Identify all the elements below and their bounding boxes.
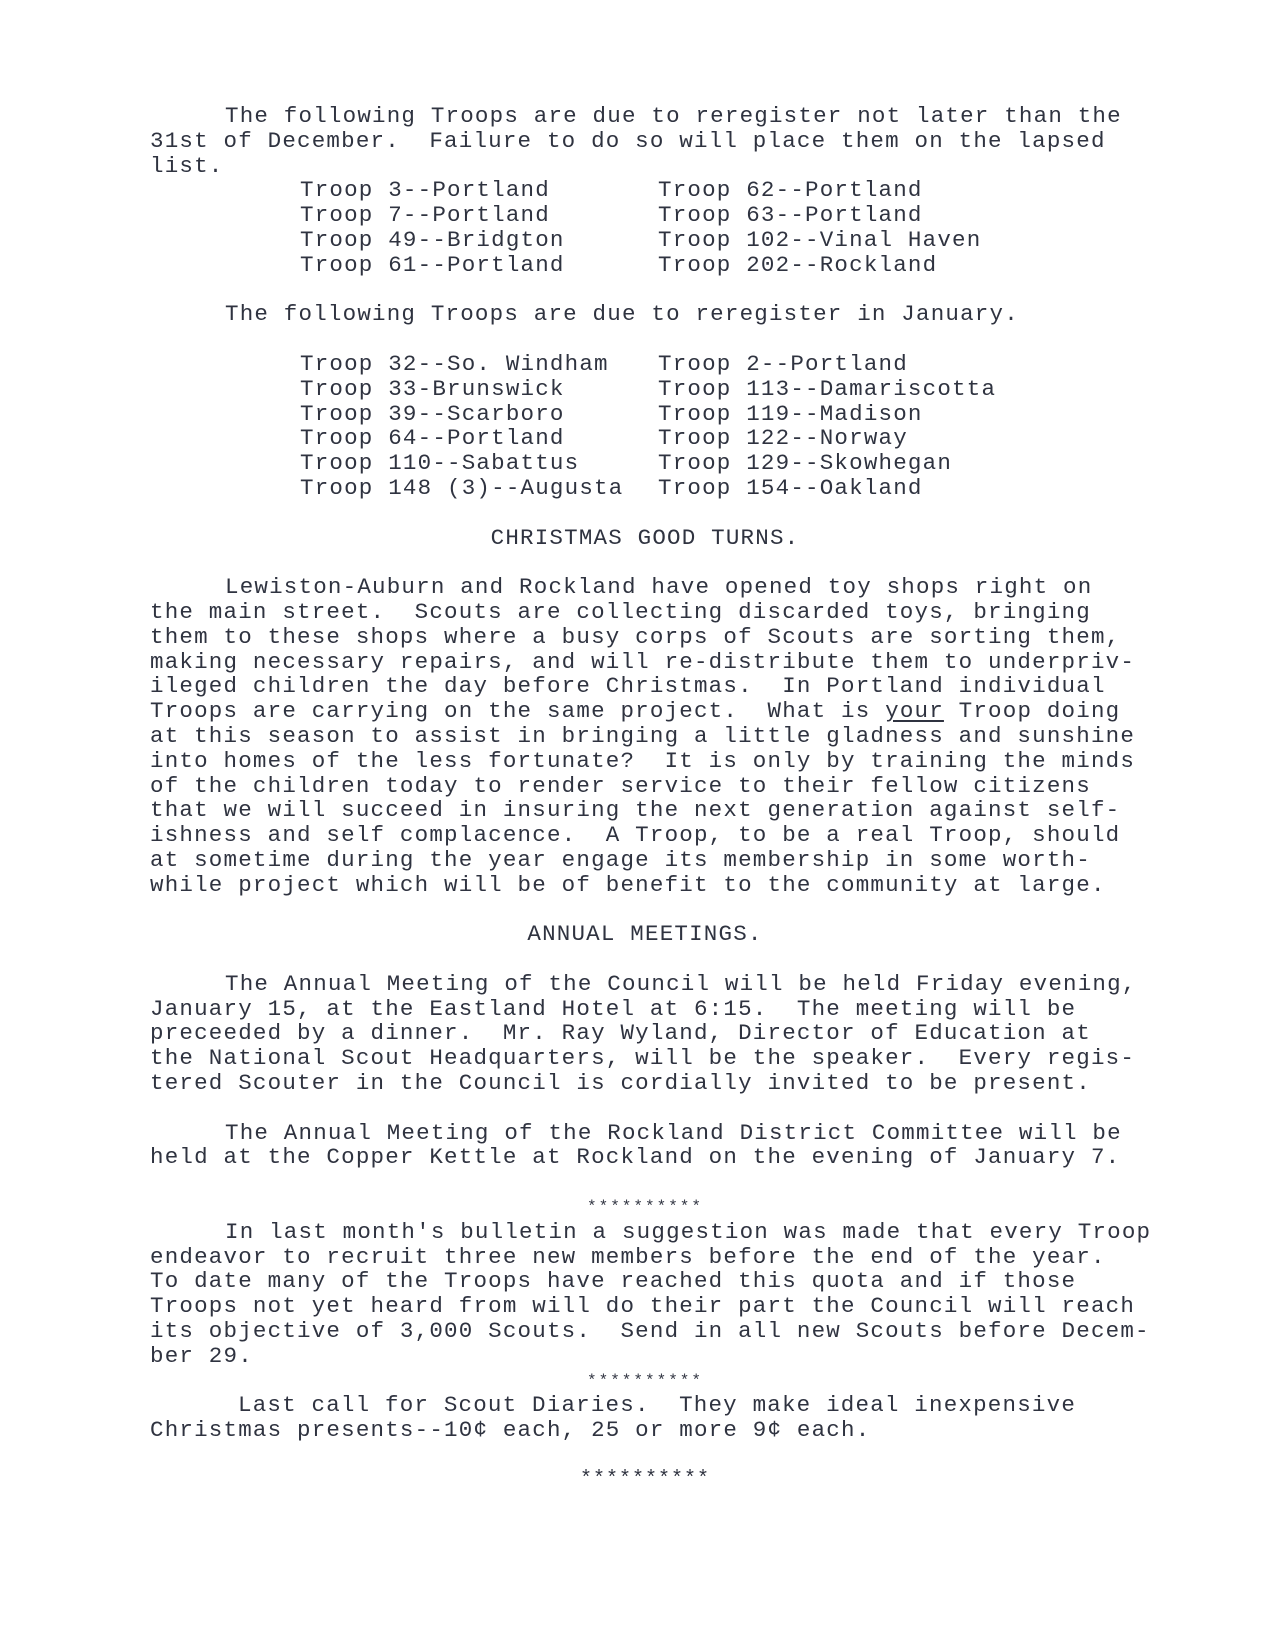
christmas-line: the main street. Scouts are collecting discarded toys, bringing — [150, 598, 1091, 625]
troop-entry: Troop 63--Portland — [658, 202, 923, 229]
recruit-line: ber 29. — [150, 1342, 253, 1369]
christmas-line: ishness and self complacence. A Troop, to be a real Troop, should — [150, 822, 1121, 849]
christmas-line: at sometime during the year engage its membership in some worth- — [150, 846, 1091, 873]
council-meeting-line: The Annual Meeting of the Council will be held Friday evening, — [225, 970, 1137, 997]
troop-entry: Troop 110--Sabattus — [300, 450, 580, 477]
recruit-line: endeavor to recruit three new members before the end of the year. — [150, 1243, 1106, 1270]
troop-entry: Troop 113--Damariscotta — [658, 375, 997, 402]
recruit-line: To date many of the Troops have reached this quota and if those — [150, 1268, 1077, 1295]
troop-entry: Troop 7--Portland — [300, 202, 550, 229]
troop-entry: Troop 32--So. Windham — [300, 350, 609, 377]
council-meeting-line: tered Scouter in the Council is cordially invited to be present. — [150, 1070, 1091, 1097]
christmas-line: at this season to assist in bringing a little gladness and sunshine — [150, 722, 1136, 749]
january-intro: The following Troops are due to reregister in January. — [225, 301, 1019, 328]
diaries-line: Christmas presents--10¢ each, 25 or more 9¢ each. — [150, 1417, 871, 1444]
troop-entry: Troop 2--Portland — [658, 350, 908, 377]
troop-entry: Troop 61--Portland — [300, 251, 565, 278]
christmas-line-part: Troops are carrying on the same project. What is — [150, 698, 886, 725]
rockland-meeting-line: held at the Copper Kettle at Rockland on the evening of January 7. — [150, 1144, 1121, 1171]
christmas-line: them to these shops where a busy corps of Scouts are sorting them, — [150, 623, 1121, 650]
christmas-line: of the children today to render service to their fellow citizens — [150, 772, 1091, 799]
separator-stars: ********** — [586, 1371, 703, 1390]
christmas-line: into homes of the less fortunate? It is only by training the minds — [150, 747, 1136, 774]
annual-meetings-heading: ANNUAL MEETINGS. — [527, 921, 763, 948]
troop-entry: Troop 33-Brunswick — [300, 375, 565, 402]
troop-entry: Troop 148 (3)--Augusta — [300, 474, 624, 501]
troop-entry: Troop 202--Rockland — [658, 251, 938, 278]
troop-entry: Troop 122--Norway — [658, 425, 908, 452]
emphasis-your: your — [885, 698, 944, 725]
january-troop-list — [300, 352, 1160, 501]
bulletin-page — [150, 104, 1160, 1493]
christmas-line: that we will succeed in insuring the next generation against self- — [150, 797, 1121, 824]
christmas-line: ileged children the day before Christmas. In Portland individual — [150, 673, 1106, 700]
troop-entry: Troop 64--Portland — [300, 425, 565, 452]
recruit-line: its objective of 3,000 Scouts. Send in all new Scouts before Decem- — [150, 1318, 1150, 1345]
christmas-line: while project which will be of benefit to the community at large. — [150, 871, 1106, 898]
council-meeting-line: preceeded by a dinner. Mr. Ray Wyland, Director of Education at — [150, 1020, 1091, 1047]
december-troop-list — [300, 178, 1160, 277]
diaries-line: Last call for Scout Diaries. They make ideal inexpensive — [238, 1392, 1077, 1419]
intro-line: The following Troops are due to reregister not later than the — [225, 103, 1122, 129]
christmas-line: Lewiston-Auburn and Rockland have opened toy shops right on — [225, 574, 1093, 601]
recruit-line: Troops not yet heard from will do their part the Council will reach — [150, 1293, 1136, 1320]
troop-entry: Troop 154--Oakland — [658, 474, 923, 501]
intro-line: list. — [150, 152, 224, 179]
troop-entry: Troop 119--Madison — [658, 400, 923, 427]
recruit-line: In last month's bulletin a suggestion was made that every Troop — [225, 1218, 1152, 1245]
troop-entry: Troop 49--Bridgton — [300, 226, 565, 253]
troop-entry: Troop 102--Vinal Haven — [658, 226, 982, 253]
council-meeting-line: January 15, at the Eastland Hotel at 6:15. The meeting will be — [150, 995, 1077, 1022]
troop-entry: Troop 62--Portland — [658, 177, 923, 204]
christmas-line-part: Troop doing — [943, 698, 1121, 725]
separator-stars: ********** — [586, 1198, 703, 1217]
council-meeting-line: the National Scout Headquarters, will be the speaker. Every regis- — [150, 1045, 1136, 1072]
christmas-line-underlined — [150, 699, 1160, 724]
christmas-line: making necessary repairs, and will re-distribute them to underpriv- — [150, 648, 1136, 675]
troop-entry: Troop 39--Scarboro — [300, 400, 565, 427]
christmas-heading: CHRISTMAS GOOD TURNS. — [490, 524, 800, 551]
troop-entry: Troop 3--Portland — [300, 177, 550, 204]
intro-line: 31st of December. Failure to do so will place them on the lapsed — [150, 127, 1106, 154]
rockland-meeting-line: The Annual Meeting of the Rockland District Committee will be — [225, 1119, 1122, 1146]
separator-stars: ********** — [579, 1467, 711, 1491]
troop-entry: Troop 129--Skowhegan — [658, 450, 953, 477]
